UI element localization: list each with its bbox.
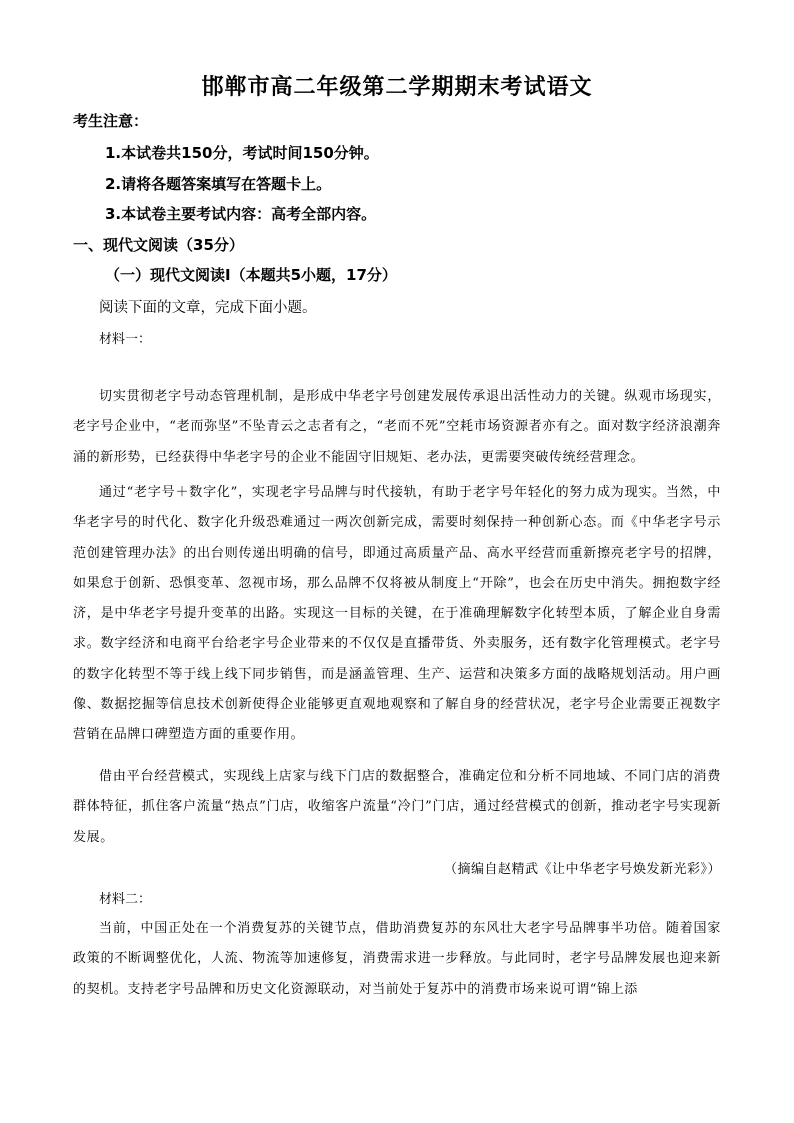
document-title: 邯郸市高二年级第二学期期末考试语文 bbox=[201, 75, 593, 100]
material1-paragraph: 通过“老字号＋数字化”，实现老字号品牌与时代接轨，有助于老字号年轻化的努力成为现实。当然，中华老字号的时代化、数字化升级恐难通过一两次创新完成，需要时刻保持一种创新心态。而《中华老字号示范创建管理办法》的出台则传递出明确的信号，即通过高质量产品、高水平经营而重新擦亮老字号的招牌，如果怠于创新、恐惧变革、忽视市场，那么品牌不仅将被从制度上“开除”，也会在历史中消失。拥抱数字经济，是中华老字号提升变革的出路。实现这一目标的关键，在于准确理解数字化转型本质，了解企业自身需求。数字经济和电商平台给老字号企业带来的不仅仅是直播带货、外卖服务，还有数字化管理模式。老字号的数字化转型不等于线上线下同步销售，而是涵盖管理、生产、运营和决策多方面的战略规划活动。用户画像、数据挖掘等信息技术创新使得企业能够更直观地观察和了解自身的经营状况，老字号企业需要正视数字营销在品牌口碑塑造方面的重要作用。 bbox=[73, 485, 721, 743]
reading-instruction: 阅读下面的文章，完成下面小题。 bbox=[99, 300, 317, 316]
notice-item: 1.本试卷共150分，考试时间150分钟。 bbox=[105, 144, 379, 162]
material1-paragraph: 切实贯彻老字号动态管理机制，是形成中华老字号创建发展传承退出活性动力的关键。纵观市场现实，老字号企业中，“老而弥坚”不坠青云之志者有之，“老而不死”空耗市场资源者亦有之。面对数字经济浪潮奔涌的新形势，已经获得中华老字号的企业不能固守旧规矩、老办法，更需要突破传统经营理念。 bbox=[73, 389, 721, 465]
notice-heading: 考生注意： bbox=[73, 112, 149, 130]
material-label: 材料一： bbox=[99, 332, 152, 347]
notice-item: 2.请将各题答案填写在答题卡上。 bbox=[105, 175, 332, 193]
material-label: 材料二： bbox=[99, 892, 152, 907]
material2-paragraph: 当前，中国正处在一个消费复苏的关键节点，借助消费复苏的东风壮大老字号品牌事半功倍。随着国家政策的不断调整优化，人流、物流等加速修复，消费需求进一步释放。与此同时，老字号品牌发展也迎来新的契机。支持老字号品牌和历史文化资源联动，对当前处于复苏中的消费市场来说可谓“锦上添 bbox=[73, 921, 721, 997]
material1-source: （摘编自赵精武《让中华老字号焕发新光彩》） bbox=[443, 862, 721, 877]
section-heading: 一、现代文阅读（35分） bbox=[73, 236, 244, 254]
subsection-heading: （一）现代文阅读Ⅰ（本题共5小题，17分） bbox=[105, 266, 397, 284]
notice-item: 3.本试卷主要考试内容：高考全部内容。 bbox=[105, 205, 377, 223]
material1-paragraph: 借由平台经营模式，实现线上店家与线下门店的数据整合，准确定位和分析不同地域、不同门店的消费群体特征，抓住客户流量“热点”门店，收缩客户流量“冷门”门店，通过经营模式的创新，推动老字号实现新发展。 bbox=[73, 769, 721, 845]
